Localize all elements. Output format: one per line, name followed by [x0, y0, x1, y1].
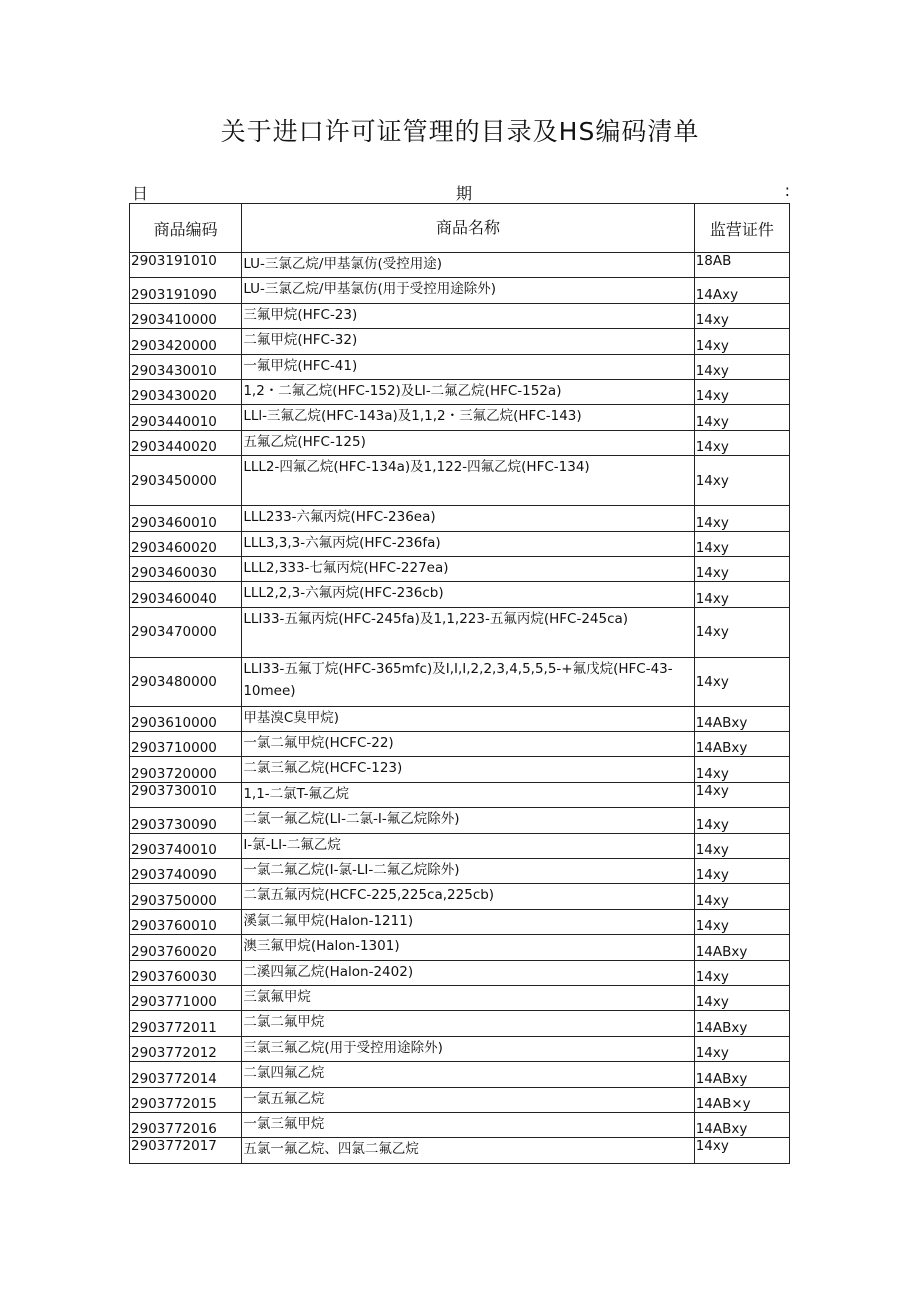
table-row: [130, 607, 790, 657]
commodity-name-cell: LU-三氯乙烷/甲基氯仿(用于受控用途除外): [242, 278, 694, 303]
commodity-code-cell: 2903430010: [130, 354, 242, 379]
commodity-name-cell: LLL3,3,3-六氟丙烷(HFC-236fa): [242, 531, 694, 556]
commodity-name-cell: 二溪四氟乙烷(Halon-2402): [242, 960, 694, 985]
header-license: 监营证件: [694, 204, 789, 253]
license-cell: 14xy: [694, 303, 789, 328]
commodity-code-cell: 2903191090: [130, 278, 242, 303]
table-row: [130, 278, 790, 303]
license-cell: 14Axy: [694, 278, 789, 303]
table-row: [130, 506, 790, 531]
table-row: [130, 582, 790, 607]
table-row: [130, 657, 790, 706]
commodity-code-cell: 2903430020: [130, 379, 242, 404]
license-cell: 14xy: [694, 1138, 789, 1163]
commodity-code-cell: 2903730090: [130, 808, 242, 833]
table-row: [130, 859, 790, 884]
license-cell: 14xy: [694, 531, 789, 556]
commodity-code-cell: 2903191010: [130, 253, 242, 278]
license-cell: 14xy: [694, 506, 789, 531]
commodity-code-cell: 2903760020: [130, 935, 242, 960]
license-cell: 14xy: [694, 833, 789, 858]
date-label-left: 日: [132, 184, 149, 203]
commodity-code-cell: 2903740010: [130, 833, 242, 858]
date-line: [130, 181, 790, 201]
commodity-name-cell: 二氯二氟甲烷: [242, 1011, 694, 1036]
commodity-name-cell: 五氟乙烷(HFC-125): [242, 430, 694, 455]
commodity-code-cell: 2903772011: [130, 1011, 242, 1036]
commodity-code-cell: 2903750000: [130, 884, 242, 909]
table-row: [130, 884, 790, 909]
commodity-name-cell: 三氯氟甲烷: [242, 985, 694, 1010]
table-header-row: [130, 204, 790, 253]
commodity-code-cell: 2903740090: [130, 859, 242, 884]
table-row: [130, 456, 790, 506]
table-row: [130, 935, 790, 960]
table-row: [130, 1138, 790, 1163]
table-row: [130, 808, 790, 833]
hs-code-table: [129, 203, 790, 1164]
commodity-name-cell: I-氯-LI-二氟乙烷: [242, 833, 694, 858]
commodity-name-cell: 三氟甲烷(HFC-23): [242, 303, 694, 328]
license-cell: 14ABxy: [694, 732, 789, 757]
commodity-name-cell: 一氯二氟乙烷(I-氯-LI-二氟乙烷除外): [242, 859, 694, 884]
commodity-name-cell: 三氯三氟乙烷(用于受控用途除外): [242, 1036, 694, 1061]
header-commodity-code: 商品编码: [130, 204, 242, 253]
commodity-name-cell: LLL2,2,3-六氟丙烷(HFC-236cb): [242, 582, 694, 607]
commodity-code-cell: 2903771000: [130, 985, 242, 1010]
table-row: [130, 732, 790, 757]
license-cell: 14xy: [694, 379, 789, 404]
commodity-name-cell: 二氯三氟乙烷(HCFC-123): [242, 757, 694, 782]
commodity-name-cell: 1,2・二氟乙烷(HFC-152)及LI-二氟乙烷(HFC-152a): [242, 379, 694, 404]
commodity-name-cell: 一氯五氟乙烷: [242, 1087, 694, 1112]
license-cell: 14xy: [694, 884, 789, 909]
table-row: [130, 1062, 790, 1087]
license-cell: 14xy: [694, 456, 789, 506]
commodity-code-cell: 2903460020: [130, 531, 242, 556]
license-cell: 14xy: [694, 985, 789, 1010]
commodity-name-cell: LU-三氯乙烷/甲基氯仿(受控用途): [242, 253, 694, 278]
table-row: [130, 757, 790, 782]
table-row: [130, 379, 790, 404]
table-row: [130, 1087, 790, 1112]
commodity-code-cell: 2903720000: [130, 757, 242, 782]
commodity-code-cell: 2903772017: [130, 1138, 242, 1163]
license-cell: 14ABxy: [694, 1062, 789, 1087]
license-cell: 18AB: [694, 253, 789, 278]
commodity-code-cell: 2903450000: [130, 456, 242, 506]
commodity-name-cell: 一氯三氟甲烷: [242, 1112, 694, 1137]
table-row: [130, 354, 790, 379]
commodity-name-cell: 五氯一氟乙烷、四氯二氟乙烷: [242, 1138, 694, 1163]
license-cell: 14ABxy: [694, 706, 789, 731]
license-cell: 14xy: [694, 960, 789, 985]
table-row: [130, 985, 790, 1010]
license-cell: 14xy: [694, 1036, 789, 1061]
commodity-name-cell: 二氯一氟乙烷(LI-二氯-I-氟乙烷除外): [242, 808, 694, 833]
license-cell: 14xy: [694, 405, 789, 430]
table-row: [130, 1036, 790, 1061]
commodity-name-cell: 二氯五氟丙烷(HCFC-225,225ca,225cb): [242, 884, 694, 909]
commodity-code-cell: 2903760010: [130, 909, 242, 934]
table-row: [130, 706, 790, 731]
commodity-code-cell: 2903772012: [130, 1036, 242, 1061]
license-cell: 14ABxy: [694, 935, 789, 960]
table-row: [130, 960, 790, 985]
table-row: [130, 531, 790, 556]
license-cell: 14xy: [694, 329, 789, 354]
commodity-code-cell: 2903460040: [130, 582, 242, 607]
commodity-code-cell: 2903410000: [130, 303, 242, 328]
table-row: [130, 909, 790, 934]
license-cell: 14xy: [694, 782, 789, 807]
table-body: [130, 253, 790, 1164]
license-cell: 14xy: [694, 757, 789, 782]
commodity-name-cell: LLI33-五氟丙烷(HFC-245fa)及1,1,223-五氟丙烷(HFC-245ca): [242, 607, 694, 657]
commodity-name-cell: LLL233-六氟丙烷(HFC-236ea): [242, 506, 694, 531]
table-row: [130, 253, 790, 278]
header-commodity-name: 商品名称: [242, 204, 694, 253]
table-row: [130, 782, 790, 807]
license-cell: 14AB×y: [694, 1087, 789, 1112]
commodity-code-cell: 2903730010: [130, 782, 242, 807]
document-title: 关于进口许可证管理的目录及HS编码清单: [220, 117, 700, 146]
commodity-code-cell: 2903610000: [130, 706, 242, 731]
license-cell: 14xy: [694, 582, 789, 607]
table-row: [130, 303, 790, 328]
license-cell: 14ABxy: [694, 1011, 789, 1036]
commodity-code-cell: 2903772014: [130, 1062, 242, 1087]
table-row: [130, 1011, 790, 1036]
license-cell: 14xy: [694, 859, 789, 884]
commodity-code-cell: 2903460010: [130, 506, 242, 531]
table-row: [130, 430, 790, 455]
table-row: [130, 329, 790, 354]
commodity-code-cell: 2903440020: [130, 430, 242, 455]
commodity-name-cell: LLL2,333-七氟丙烷(HFC-227ea): [242, 556, 694, 581]
commodity-code-cell: 2903772016: [130, 1112, 242, 1137]
commodity-code-cell: 2903710000: [130, 732, 242, 757]
table-row: [130, 405, 790, 430]
commodity-code-cell: 2903480000: [130, 657, 242, 706]
commodity-code-cell: 2903440010: [130, 405, 242, 430]
commodity-code-cell: 2903772015: [130, 1087, 242, 1112]
commodity-name-cell: 一氯二氟甲烷(HCFC-22): [242, 732, 694, 757]
license-cell: 14xy: [694, 556, 789, 581]
commodity-code-cell: 2903460030: [130, 556, 242, 581]
commodity-name-cell: 1,1-二氯T-氟乙烷: [242, 782, 694, 807]
commodity-name-cell: 二氯四氟乙烷: [242, 1062, 694, 1087]
table-row: [130, 1112, 790, 1137]
commodity-name-cell: LLI33-五氟丁烷(HFC-365mfc)及I,I,I,2,2,3,4,5,5,5-+氟戊烷(HFC-43-10mee): [242, 657, 694, 706]
commodity-code-cell: 2903760030: [130, 960, 242, 985]
table-row: [130, 833, 790, 858]
commodity-name-cell: 甲基溴C臭甲烷): [242, 706, 694, 731]
commodity-name-cell: 溪氯二氟甲烷(Halon-1211): [242, 909, 694, 934]
commodity-code-cell: 2903470000: [130, 607, 242, 657]
commodity-name-cell: 二氟甲烷(HFC-32): [242, 329, 694, 354]
license-cell: 14xy: [694, 354, 789, 379]
date-label-colon: :: [784, 181, 790, 200]
license-cell: 14xy: [694, 657, 789, 706]
license-cell: 14xy: [694, 909, 789, 934]
commodity-name-cell: 澳三氟甲烷(Halon-1301): [242, 935, 694, 960]
commodity-name-cell: 一氟甲烷(HFC-41): [242, 354, 694, 379]
commodity-name-cell: LLL2-四氟乙烷(HFC-134a)及1,122-四氟乙烷(HFC-134): [242, 456, 694, 506]
license-cell: 14ABxy: [694, 1112, 789, 1137]
date-label-mid: 期: [456, 184, 473, 203]
license-cell: 14xy: [694, 607, 789, 657]
license-cell: 14xy: [694, 430, 789, 455]
commodity-name-cell: LLl-三氟乙烷(HFC-143a)及1,1,2・三氟乙烷(HFC-143): [242, 405, 694, 430]
license-cell: 14xy: [694, 808, 789, 833]
commodity-code-cell: 2903420000: [130, 329, 242, 354]
table-row: [130, 556, 790, 581]
